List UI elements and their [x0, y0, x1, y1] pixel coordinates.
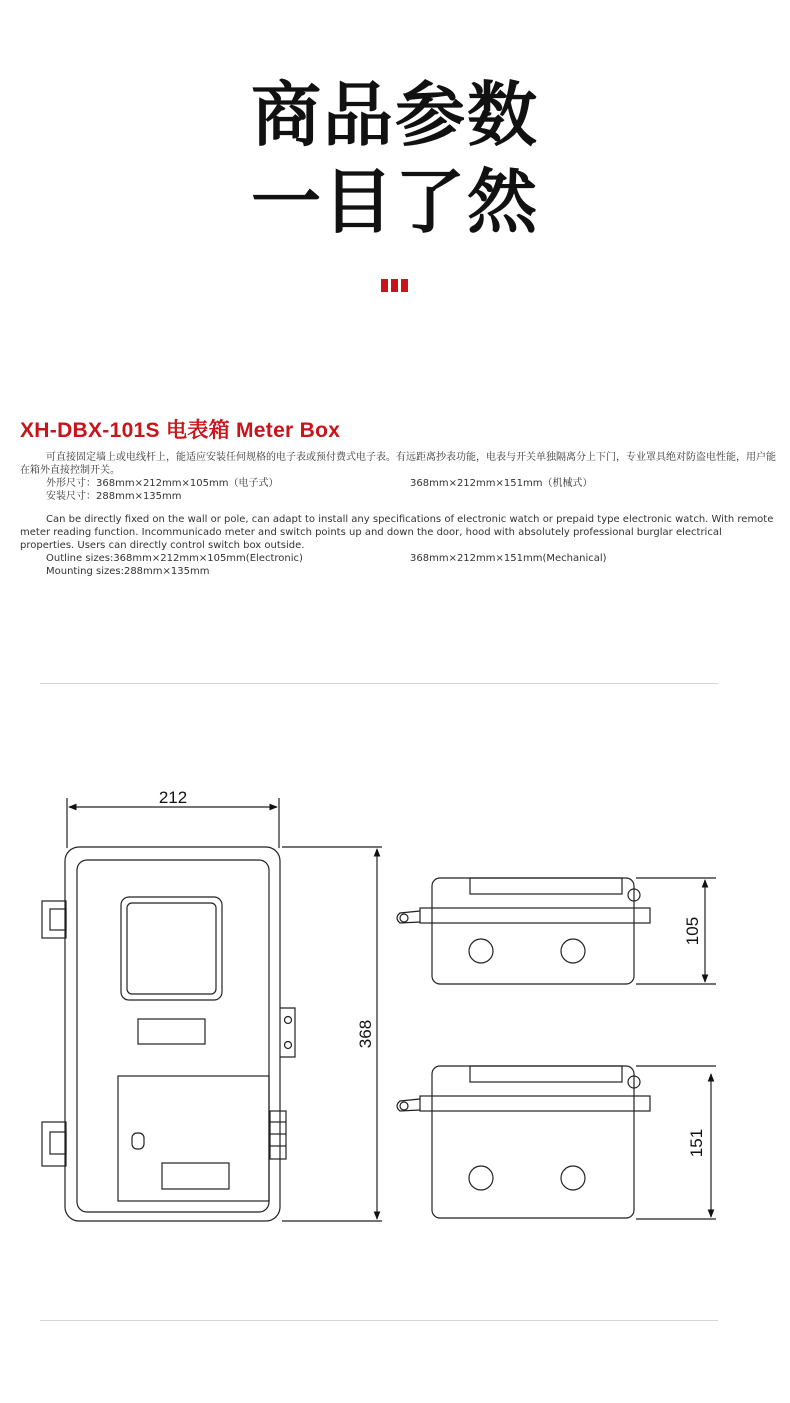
- side-view-electronic: [397, 878, 716, 984]
- en-description-text: [20, 513, 778, 552]
- cn-description-body: 可直接固定墙上或电线杆上，能适应安装任何规格的电子表或预付费式电子表。有远距离抄表功能，电表与开关单独隔离分上下门，专业罩具绝对防盗电性能，用户能在箱外直接控制开关。: [20, 452, 776, 476]
- section-divider-bottom: [40, 1320, 718, 1321]
- front-view: [42, 847, 295, 1221]
- english-description: [20, 513, 778, 578]
- hero-title-line-2: 一目了然: [251, 161, 539, 243]
- height-label: 368: [356, 1019, 375, 1049]
- width-label: 212: [158, 788, 188, 807]
- side-view-mechanical: [397, 1066, 716, 1219]
- cn-outline-row: [20, 477, 778, 490]
- technical-drawing: [0, 770, 790, 1250]
- en-outline-row: [20, 552, 778, 565]
- depth-electronic-label: 105: [683, 916, 702, 946]
- red-bar: [401, 279, 408, 292]
- en-outline-mechanical: 368mm×212mm×151mm(Mechanical): [410, 553, 607, 564]
- section-divider-top: [40, 683, 718, 684]
- cn-mounting: 安装尺寸：288mm×135mm: [46, 491, 182, 502]
- en-mounting: Mounting sizes:288mm×135mm: [46, 566, 210, 577]
- depth-mechanical-label: 151: [687, 1128, 706, 1158]
- red-bar: [381, 279, 388, 292]
- cn-outline-mechanical: 368mm×212mm×151mm（机械式）: [410, 478, 593, 489]
- cn-description-text: [20, 451, 778, 477]
- cn-outline-electronic: 外形尺寸：368mm×212mm×105mm（电子式）: [46, 478, 279, 489]
- decorative-red-bars: [381, 279, 409, 292]
- en-description-body: Can be directly fixed on the wall or pole, can adapt to install any specifications of electronic watch or prepaid type electronic watch. With remote meter reading function. Incommunicado meter and switch points up and down the door, hood with absolutely professional burglar electrical properties. Users can directly control switch box outside.: [20, 514, 774, 551]
- product-title: XH-DBX-101S 电表箱 Meter Box: [20, 419, 341, 442]
- en-outline-electronic: Outline sizes:368mm×212mm×105mm(Electronic): [46, 553, 303, 564]
- chinese-description: [20, 451, 778, 503]
- hero-title-line-1: 商品参数: [251, 74, 539, 156]
- red-bar: [391, 279, 398, 292]
